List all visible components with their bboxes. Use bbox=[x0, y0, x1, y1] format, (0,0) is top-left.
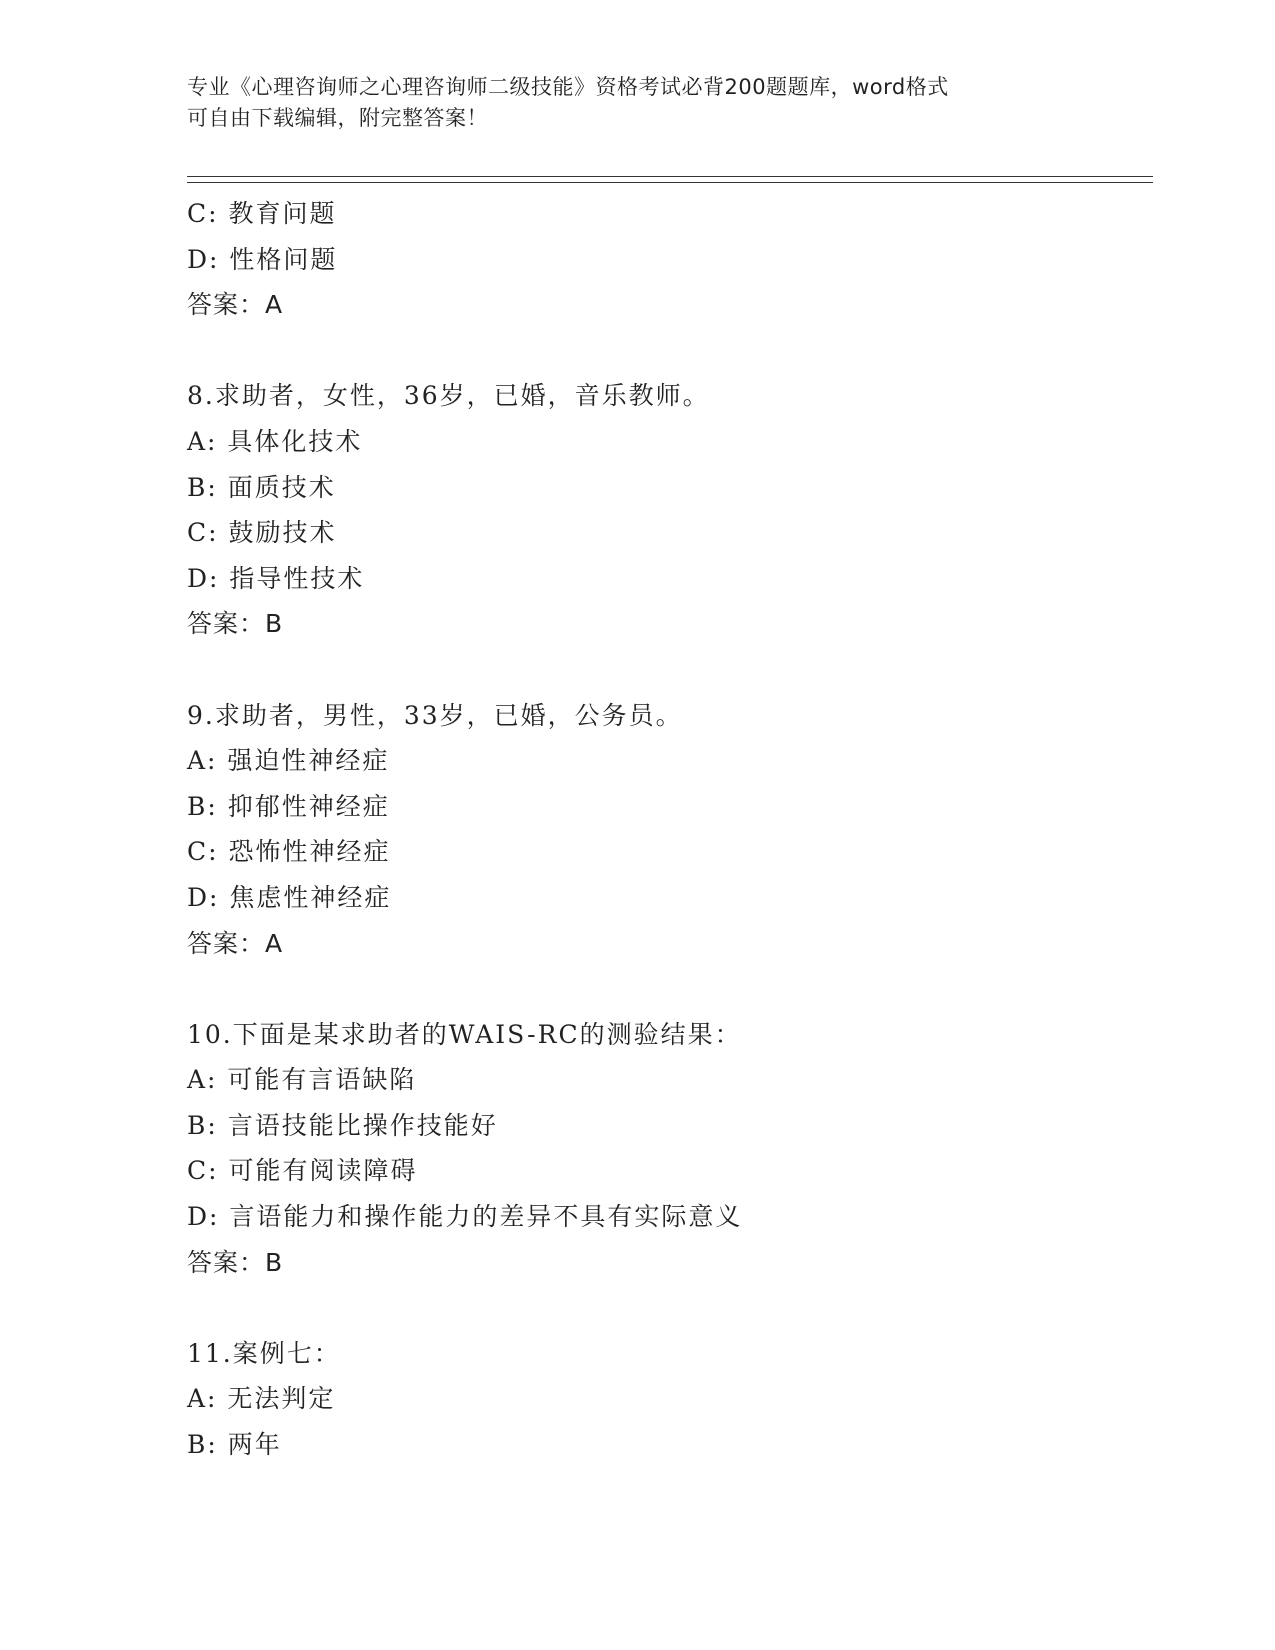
answer-line: 答案：A bbox=[187, 290, 284, 320]
option-a: A: 强迫性神经症 bbox=[187, 746, 390, 776]
question-block-8 bbox=[187, 373, 1147, 647]
spacer bbox=[187, 1285, 1147, 1331]
option-b: B: 言语技能比操作技能好 bbox=[187, 1110, 498, 1140]
option-b: B: 面质技术 bbox=[187, 472, 336, 502]
option-a: A: 无法判定 bbox=[187, 1384, 336, 1414]
option-a: A: 具体化技术 bbox=[187, 426, 363, 456]
header-divider bbox=[187, 176, 1153, 183]
question-block-10 bbox=[187, 1012, 1147, 1286]
header-line-2: 可自由下载编辑，附完整答案！ bbox=[187, 106, 488, 130]
option-b: B: 两年 bbox=[187, 1430, 282, 1460]
option-c: C: 可能有阅读障碍 bbox=[187, 1156, 418, 1186]
option-b: B: 抑郁性神经症 bbox=[187, 791, 390, 821]
question-stem: 10.下面是某求助者的WAIS-RC的测验结果： bbox=[187, 1019, 742, 1049]
spacer bbox=[187, 328, 1147, 374]
question-stem: 9.求助者，男性，33岁，已婚，公务员。 bbox=[187, 700, 683, 730]
option-d: D: 性格问题 bbox=[187, 244, 338, 274]
spacer bbox=[187, 647, 1147, 693]
answer-line: 答案：B bbox=[187, 609, 284, 639]
question-block-11 bbox=[187, 1331, 1147, 1468]
spacer bbox=[187, 966, 1147, 1012]
question-block-7-continued bbox=[187, 191, 1147, 328]
question-stem: 11.案例七： bbox=[187, 1338, 341, 1368]
header-line-1: 专业《心理咨询师之心理咨询师二级技能》资格考试必背200题题库，word格式 bbox=[187, 75, 949, 99]
option-d: D: 焦虑性神经症 bbox=[187, 882, 392, 912]
answer-line: 答案：A bbox=[187, 928, 284, 958]
option-d: D: 言语能力和操作能力的差异不具有实际意义 bbox=[187, 1202, 743, 1232]
document-header bbox=[187, 72, 1087, 134]
question-block-9 bbox=[187, 693, 1147, 967]
option-c: C: 恐怖性神经症 bbox=[187, 837, 391, 867]
option-d: D: 指导性技术 bbox=[187, 563, 365, 593]
answer-line: 答案：B bbox=[187, 1247, 284, 1277]
option-c: C: 鼓励技术 bbox=[187, 518, 337, 548]
option-a: A: 可能有言语缺陷 bbox=[187, 1065, 417, 1095]
question-list bbox=[187, 191, 1147, 1468]
question-stem: 8.求助者，女性，36岁，已婚，音乐教师。 bbox=[187, 381, 710, 411]
option-c: C: 教育问题 bbox=[187, 199, 337, 228]
